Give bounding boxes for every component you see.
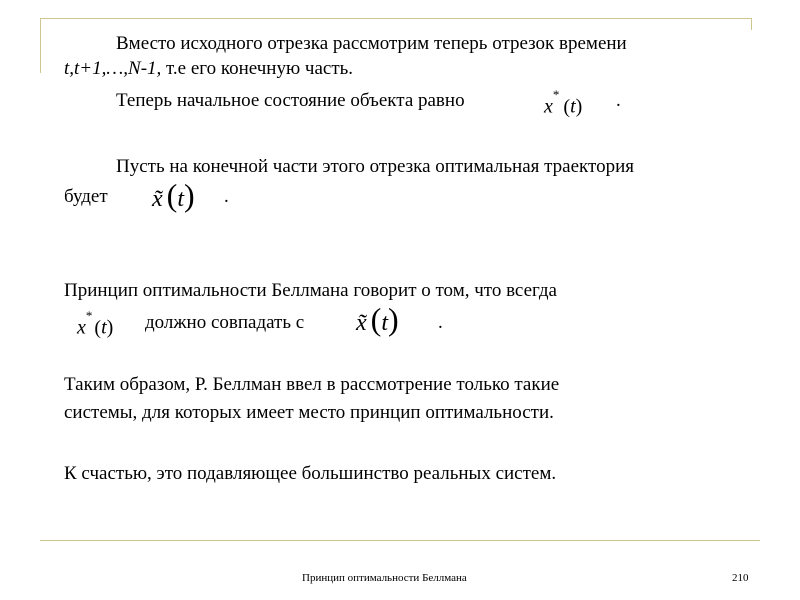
decor-left-line: [40, 18, 41, 73]
paragraph-5-line-2: системы, для которых имеет место принцип оптимальности.: [64, 402, 554, 423]
decor-right-tick: [751, 18, 752, 30]
decor-top-line: [40, 18, 752, 19]
time-interval: t,t+1,…,N-1,: [64, 58, 162, 79]
decor-footer-line: [40, 540, 760, 541]
paragraph-4-line-2: должно совпадать с: [145, 312, 305, 333]
paragraph-3-line-1: Пусть на конечной части этого отрезка оптимальная траектория: [116, 156, 634, 177]
formula-x-star-t-1: x*(t): [544, 87, 583, 118]
paragraph-1-line-1: Вместо исходного отрезка рассмотрим теперь отрезок времени: [116, 33, 627, 54]
period-3: .: [438, 312, 443, 333]
period-1: .: [616, 90, 621, 111]
period-2: .: [224, 186, 229, 207]
paragraph-6: К счастью, это подавляющее большинство реальных систем.: [64, 463, 557, 484]
paragraph-4-line-1: Принцип оптимальности Беллмана говорит о том, что всегда: [64, 280, 557, 301]
formula-x-tilde-t-2: x̃ (t): [356, 301, 399, 337]
paragraph-1-line-2: [64, 58, 353, 80]
paragraph-3-line-2: будет: [64, 186, 108, 207]
paragraph-2: Теперь начальное состояние объекта равно: [116, 90, 465, 111]
formula-x-tilde-t-1: x̃ (t): [152, 177, 195, 213]
formula-x-star-t-2: x*(t): [77, 308, 114, 339]
page-number: 210: [732, 572, 749, 584]
footer-title: Принцип оптимальности Беллмана: [302, 572, 467, 584]
paragraph-1-line-2-rest: т.е его конечную часть.: [161, 58, 354, 79]
paragraph-5-line-1: Таким образом, Р. Беллман ввел в рассмотрение только такие: [64, 374, 560, 395]
